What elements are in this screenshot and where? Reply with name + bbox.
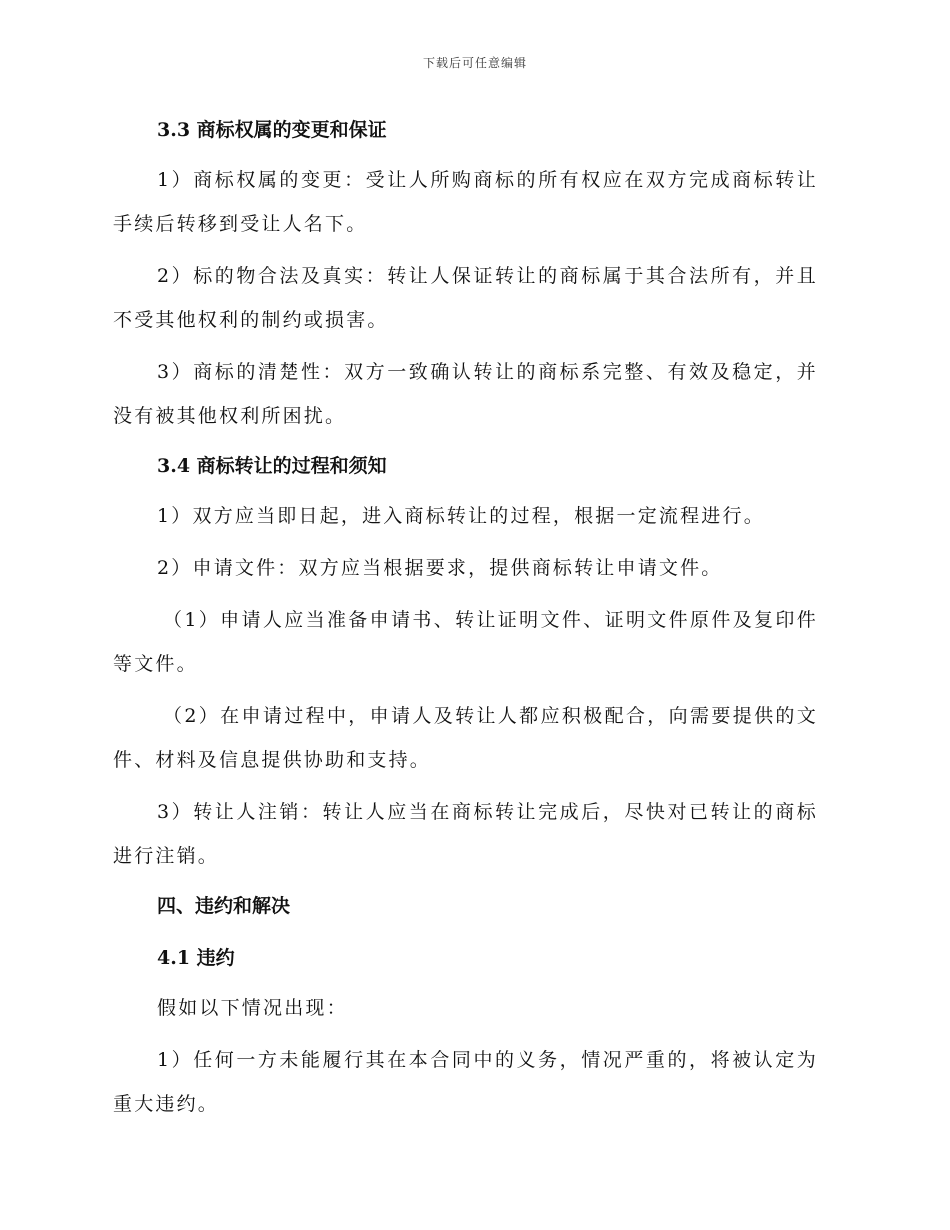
paragraph: 3）转让人注销：转让人应当在商标转让完成后，尽快对已转让的商标进行注销。 xyxy=(113,801,818,867)
section-heading-4: 四、违约和解决 xyxy=(157,895,291,917)
paragraph: 假如以下情况出现： xyxy=(157,997,348,1019)
paragraph: 2）申请文件：双方应当根据要求，提供商标转让申请文件。 xyxy=(157,557,723,579)
document-body xyxy=(113,108,818,1134)
paragraph: 1）任何一方未能履行其在本合同中的义务，情况严重的，将被认定为重大违约。 xyxy=(113,1049,818,1115)
paragraph: （2）在申请过程中，申请人及转让人都应积极配合，向需要提供的文件、材料及信息提供协助和支持。 xyxy=(113,705,818,771)
paragraph: （1）申请人应当准备申请书、转让证明文件、证明文件原件及复印件等文件。 xyxy=(113,609,818,675)
page-header-note: 下载后可任意编辑 xyxy=(422,56,527,70)
section-heading-4-1: 4.1 违约 xyxy=(157,947,235,969)
paragraph: 3）商标的清楚性：双方一致确认转让的商标系完整、有效及稳定，并没有被其他权利所困扰。 xyxy=(113,361,818,427)
section-heading-3-3: 3.3 商标权属的变更和保证 xyxy=(157,119,387,141)
section-heading-3-4: 3.4 商标转让的过程和须知 xyxy=(157,455,387,477)
paragraph: 2）标的物合法及真实：转让人保证转让的商标属于其合法所有，并且不受其他权利的制约或损害。 xyxy=(113,265,818,331)
paragraph: 1）双方应当即日起，进入商标转让的过程，根据一定流程进行。 xyxy=(157,505,765,527)
paragraph: 1）商标权属的变更：受让人所购商标的所有权应在双方完成商标转让手续后转移到受让人名下。 xyxy=(113,169,818,235)
